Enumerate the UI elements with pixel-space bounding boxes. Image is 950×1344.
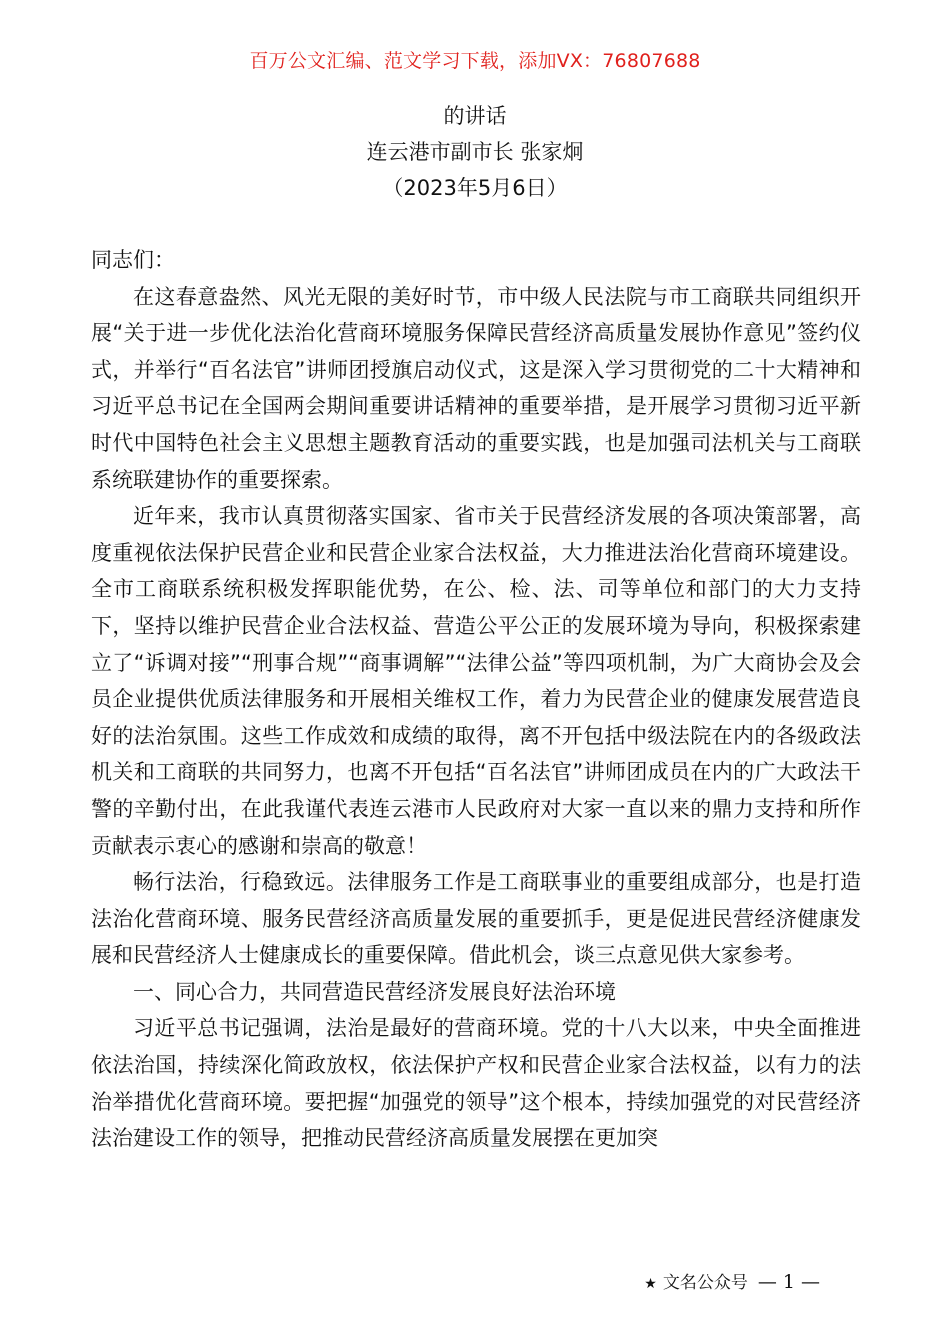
star-icon: ★ — [644, 1276, 657, 1292]
speech-date: （2023年5月6日） — [382, 176, 568, 200]
paragraph: 习近平总书记强调，法治是最好的营商环境。党的十八大以来，中央全面推进依法治国，持续深化简政放权，依法保护产权和民营企业家合法权益，以有力的法治举措优化营商环境。要把握“加强党的领导”这个根本，持续加强党的对民营经济法治建设工作的领导，把推动民营经济高质量发展摆在更加突 — [91, 1016, 861, 1151]
page-number: — 1 — — [757, 1271, 820, 1293]
speech-title: 的讲话 — [443, 104, 507, 128]
paragraph: 近年来，我市认真贯彻落实国家、省市关于民营经济发展的各项决策部署，高度重视依法保护民营企业和民营企业家合法权益，大力推进法治化营商环境建设。全市工商联系统积极发挥职能优势，在公、检、法、司等单位和部门的大力支持下，坚持以维护民营企业合法权益、营造公平公正的发展环境为导向，积极探索建立了“诉调对接”“刑事合规”“商事调解”“法律公益”等四项机制，为广大商协会及会员企业提供优质法律服务和开展相关维权工作，着力为民营企业的健康发展营造良好的法治氛围。这些工作成效和成绩的取得，离不开包括中级法院在内的各级政法机关和工商联的共同努力，也离不开包括“百名法官”讲师团成员在内的广大政法干警的辛勤付出，在此我谨代表连云港市人民政府对大家一直以来的鼎力支持和所作贡献表示衷心的感谢和崇高的敬意！ — [91, 504, 861, 858]
footer-label: 文名公众号 — [662, 1273, 748, 1293]
speech-body — [91, 242, 861, 1157]
page-footer — [644, 1268, 820, 1293]
watermark-banner: 百万公文汇编、范文学习下载，添加VX：76807688 — [249, 50, 701, 72]
paragraph: 畅行法治，行稳致远。法律服务工作是工商联事业的重要组成部分，也是打造法治化营商环境、服务民营经济高质量发展的重要抓手，更是促进民营经济健康发展和民营经济人士健康成长的重要保障。借此机会，谈三点意见供大家参考。 — [91, 870, 861, 968]
speaker-line: 连云港市副市长 张家炯 — [366, 140, 584, 164]
paragraph: 在这春意盎然、风光无限的美好时节，市中级人民法院与市工商联共同组织开展“关于进一步优化法治化营商环境服务保障民营经济高质量发展协作意见”签约仪式，并举行“百名法官”讲师团授旗启动仪式，这是深入学习贯彻党的二十大精神和习近平总书记在全国两会期间重要讲话精神的重要举措，是开展学习贯彻习近平新时代中国特色社会主义思想主题教育活动的重要实践，也是加强司法机关与工商联系统联建协作的重要探索。 — [91, 284, 861, 492]
salutation: 同志们： — [91, 248, 175, 272]
section-heading: 一、同心合力，共同营造民营经济发展良好法治环境 — [133, 979, 616, 1004]
